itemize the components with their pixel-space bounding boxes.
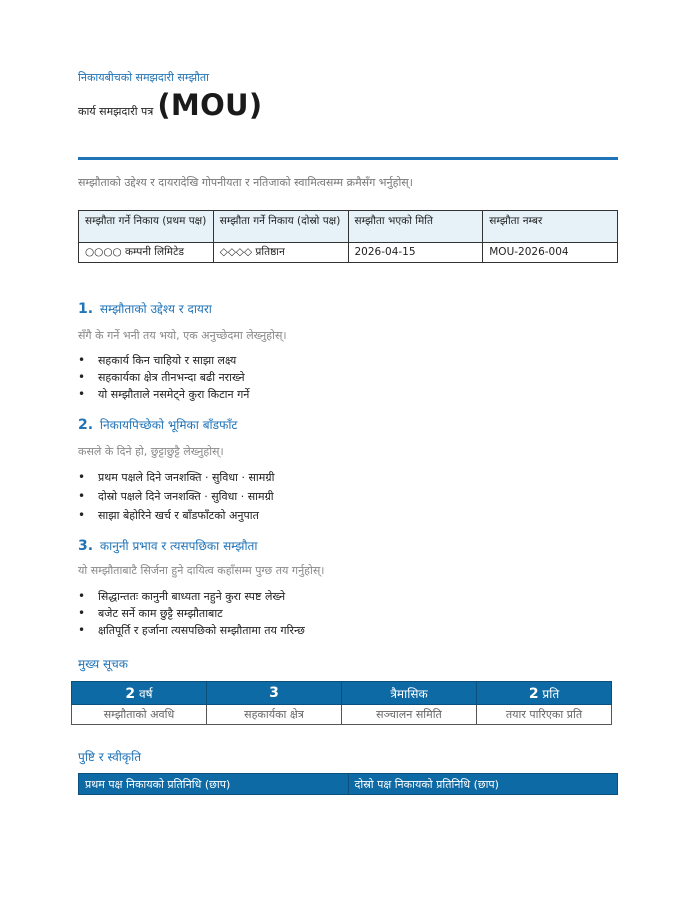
list-item: • क्षतिपूर्ति र हर्जाना त्यसपछिको सम्झौतामा तय गरिन्छ	[78, 622, 305, 639]
title-divider	[78, 157, 618, 160]
section-heading	[78, 300, 212, 317]
second-party-value: ◇◇◇◇ प्रतिष्ठान	[213, 243, 348, 263]
kpi-unit: वर्ष	[135, 686, 153, 701]
header-second-party: सम्झौता गर्ने निकाय (दोस्रो पक्ष)	[213, 211, 348, 243]
date-value: 2026-04-15	[348, 243, 483, 263]
document-title	[78, 88, 262, 122]
table-row	[79, 243, 618, 263]
kpi-value-duration	[72, 682, 207, 705]
section-hint: कसले के दिने हो, छुट्टाछुट्टै लेख्नुहोस्।	[78, 445, 224, 458]
section-heading	[78, 416, 237, 433]
header-date: सम्झौता भएको मिति	[348, 211, 483, 243]
first-party-value: ○○○○ कम्पनी लिमिटेड	[79, 243, 214, 263]
kpi-label-row	[72, 705, 612, 725]
section-title: निकायपिच्छेको भूमिका बाँडफाँट	[99, 418, 238, 432]
list-item: • सहकार्यका क्षेत्र तीनभन्दा बढी नराख्ने	[78, 369, 249, 386]
kpi-unit: प्रति	[538, 686, 560, 701]
section-title: सम्झौताको उद्देश्य र दायरा	[99, 302, 212, 316]
kpi-number: 2	[125, 685, 136, 702]
list-item: • प्रथम पक्षले दिने जनशक्ति · सुविधा · सामग्री	[78, 468, 274, 487]
kpi-value-committee	[342, 682, 477, 705]
second-party-signature: दोस्रो पक्ष निकायको प्रतिनिधि (छाप)	[348, 774, 618, 795]
kpi-label: सम्झौताको अवधि	[72, 705, 207, 725]
signature-row	[79, 774, 618, 795]
acknowledgement-heading: पुष्टि र स्वीकृति	[78, 750, 142, 764]
list-item: • सहकार्य किन चाहियो र साझा लक्ष्य	[78, 352, 249, 369]
header-first-party: सम्झौता गर्ने निकाय (प्रथम पक्ष)	[79, 211, 214, 243]
title-main: (MOU)	[157, 88, 263, 122]
kpi-heading: मुख्य सूचक	[78, 657, 128, 671]
kpi-value-areas	[207, 682, 342, 705]
signature-table	[78, 773, 618, 795]
list-item: • सिद्धान्ततः कानुनी बाध्यता नहुने कुरा स्पष्ट लेख्ने	[78, 588, 305, 605]
list-item: • बजेट सर्ने काम छुट्टै सम्झौताबाट	[78, 605, 305, 622]
kpi-label: सहकार्यका क्षेत्र	[207, 705, 342, 725]
document-subtitle: निकायबीचको समझदारी सम्झौता	[78, 71, 209, 84]
section-title: कानुनी प्रभाव र त्यसपछिका सम्झौता	[99, 539, 258, 553]
table-header-row	[79, 211, 618, 243]
header-number: सम्झौता नम्बर	[483, 211, 618, 243]
kpi-number: 2	[528, 685, 539, 702]
title-prefix: कार्य समझदारी पत्र	[78, 105, 154, 118]
number-value: MOU-2026-004	[483, 243, 618, 263]
section-number: 2.	[78, 417, 94, 433]
section-number: 3.	[78, 538, 94, 554]
kpi-unit: त्रैमासिक	[390, 686, 428, 701]
section-hint: यो सम्झौताबाटै सिर्जना हुने दायित्व कहाँसम्म पुग्छ तय गर्नुहोस्।	[78, 564, 325, 577]
first-party-signature: प्रथम पक्ष निकायको प्रतिनिधि (छाप)	[79, 774, 349, 795]
kpi-label: तयार पारिएका प्रति	[477, 705, 612, 725]
list-item: • यो सम्झौताले नसमेट्ने कुरा किटान गर्ने	[78, 386, 249, 403]
list-item: • साझा बेहोरिने खर्च र बाँडफाँटको अनुपात	[78, 506, 274, 525]
kpi-label: सञ्चालन समिति	[342, 705, 477, 725]
agreement-info-table	[78, 210, 618, 263]
kpi-table	[71, 681, 612, 725]
section-heading	[78, 537, 258, 554]
kpi-value-row	[72, 682, 612, 705]
list-item: • दोस्रो पक्षले दिने जनशक्ति · सुविधा · सामग्री	[78, 487, 274, 506]
bullet-list	[78, 468, 274, 525]
section-hint: सँगै के गर्ने भनी तय भयो, एक अनुच्छेदमा लेख्नुहोस्।	[78, 329, 287, 342]
kpi-number: 3	[269, 685, 279, 701]
bullet-list	[78, 588, 305, 639]
kpi-value-copies	[477, 682, 612, 705]
intro-text: सम्झौताको उद्देश्य र दायरादेखि गोपनीयता र नतिजाको स्वामित्वसम्म क्रमैसँग भर्नुहोस्।	[78, 176, 413, 189]
bullet-list	[78, 352, 249, 403]
section-number: 1.	[78, 301, 94, 317]
